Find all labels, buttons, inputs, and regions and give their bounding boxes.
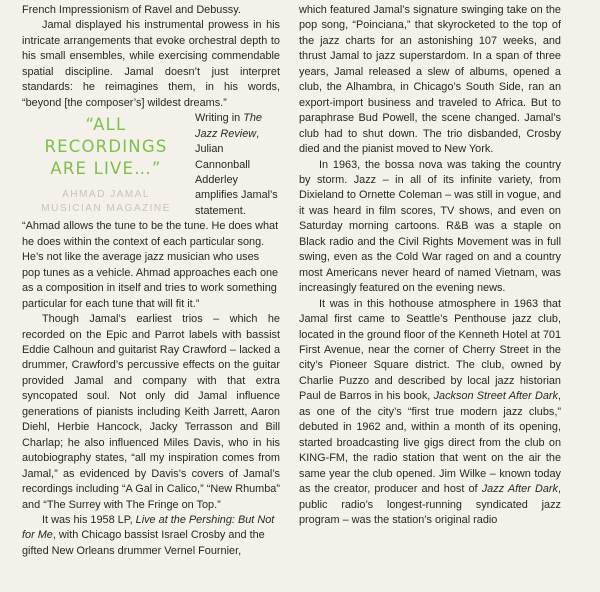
penthouse-text: , public radio’s longest-running syndicated jazz program – was the station’s original radio	[299, 483, 561, 526]
pershing-album-title: Live at the Pershing: But Not for Me	[22, 513, 275, 542]
intro-line: French Impressionism of Ravel and Debussy.	[22, 4, 241, 16]
pull-quote-credit-source: MUSICIAN MAGAZINE	[41, 203, 171, 215]
pershing-text: , with Chicago bassist Israel Crosby and the gifted New Orleans drummer Vernel Fournier,	[22, 529, 265, 557]
paragraph-pershing-lp	[22, 513, 280, 559]
radio-program-title: Jazz After Dark	[481, 483, 558, 496]
penthouse-lead: It was in this hothouse atmosphere in 1963 that Jamal first came to Seattle’s Penthouse jazz club, located in the ground floor of the Kenneth Hotel at 701 First Avenue, near the corner of Cherry Street in the city’s Pioneer Square district. The club, owned by Charlie Puzzo and described by local jazz historian Paul de Barros in his book,	[299, 297, 561, 403]
pershing-lead: It was his 1958 LP,	[42, 513, 136, 526]
paragraph-poinciana: which featured Jamal’s signature swinging take on the pop song, “Poinciana,” that skyrocketed to the top of the jazz charts for an astonishing 107 weeks, and thrust Jamal to jazz superstardom. In a span of three years, Jamal released a slew of albums, opened a club, the Alhambra, in Chicago’s South Side, ran an export-import business and traveled to Africa. But to paraphrase Bud Powell, the scene changed. Jamal’s club had to shut down. The trio disbanded, Crosby died and the pianist moved to New York.	[299, 4, 561, 156]
paragraph-earliest-trios: Though Jamal’s earliest trios – which he recorded on the Epic and Parrot labels with bassist Eddie Calhoun and guitarist Ray Crawford – lacked a drummer, Crawford’s percussive effects on the guitar provided Jamal and company with that extra syncopated soul. Not only did Jamal influence generations of pianists including Keith Jarrett, Aaron Diehl, Herbie Hancock, Jacky Terrasson and Bill Charlap; he also influenced Miles Davis, who in his autobiography states, “all my inspiration comes from Jamal,” as evidenced by Davis’s covers of Jamal’s recordings including “A Gal in Calico,” “New Rhumba” and “The Surrey with The Fringe on Top.”	[22, 313, 280, 511]
penthouse-mid: , as one of the city’s “first true modern jazz clubs,” debuted in 1962 and, within a month of its opening, started broadcasting live gigs direct from the club on KING-FM, the radio station that went on the air the same year the club opened. Jim Wilke – known today as the creator, producer and host of	[299, 390, 561, 496]
pull-quote-line2: ARE LIVE…”	[50, 159, 162, 179]
jazz-review-lead: Writing in	[195, 112, 244, 125]
jazz-review-title: The Jazz Review	[195, 112, 262, 140]
left-column	[22, 3, 280, 559]
right-column	[299, 3, 561, 528]
jazz-review-text: , Julian Cannonball Adderley amplifies Jamal’s statement. “Ahmad allows the tune to be the tune. He does what he does within the context of each particular song. He’s not like the average jazz musician who uses pop tunes as a vehicle. Ahmad approaches each one as a composition in itself and tries to work something particular for each tune that will fit it.”	[22, 127, 279, 310]
pull-quote-line1: “ALL RECORDINGS	[44, 115, 168, 157]
pull-quote-credit	[22, 188, 190, 216]
book-title: Jackson Street After Dark	[433, 390, 558, 403]
paragraph-penthouse-club	[299, 297, 561, 529]
pull-quote	[22, 111, 190, 180]
paragraph-1963-bossa-nova: In 1963, the bossa nova was taking the country by storm. Jazz – in all of its infinite variety, from Dixieland to Ornette Coleman – was still in vogue, and it was heard in film scores, TV shows, and even on Saturday morning cartoons. R&B was a staple on Black radio and the Civil Rights Movement was in full swing, even as the Cold War raged on and a country most Americans never heard of named Vietnam, was increasingly featured on the evening news.	[299, 158, 561, 295]
pull-quote-block	[22, 111, 190, 216]
paragraph-jamal-prowess: Jamal displayed his instrumental prowess in his intricate arrangements that evoke orchestral depth to his small ensembles, while exercising commendable spatial discipline. Jamal doesn’t just interpret standards: he reimagines them, in his words, “beyond [the composer’s] wildest dreams.”	[22, 19, 280, 109]
pull-quote-credit-name: AHMAD JAMAL	[62, 189, 150, 201]
